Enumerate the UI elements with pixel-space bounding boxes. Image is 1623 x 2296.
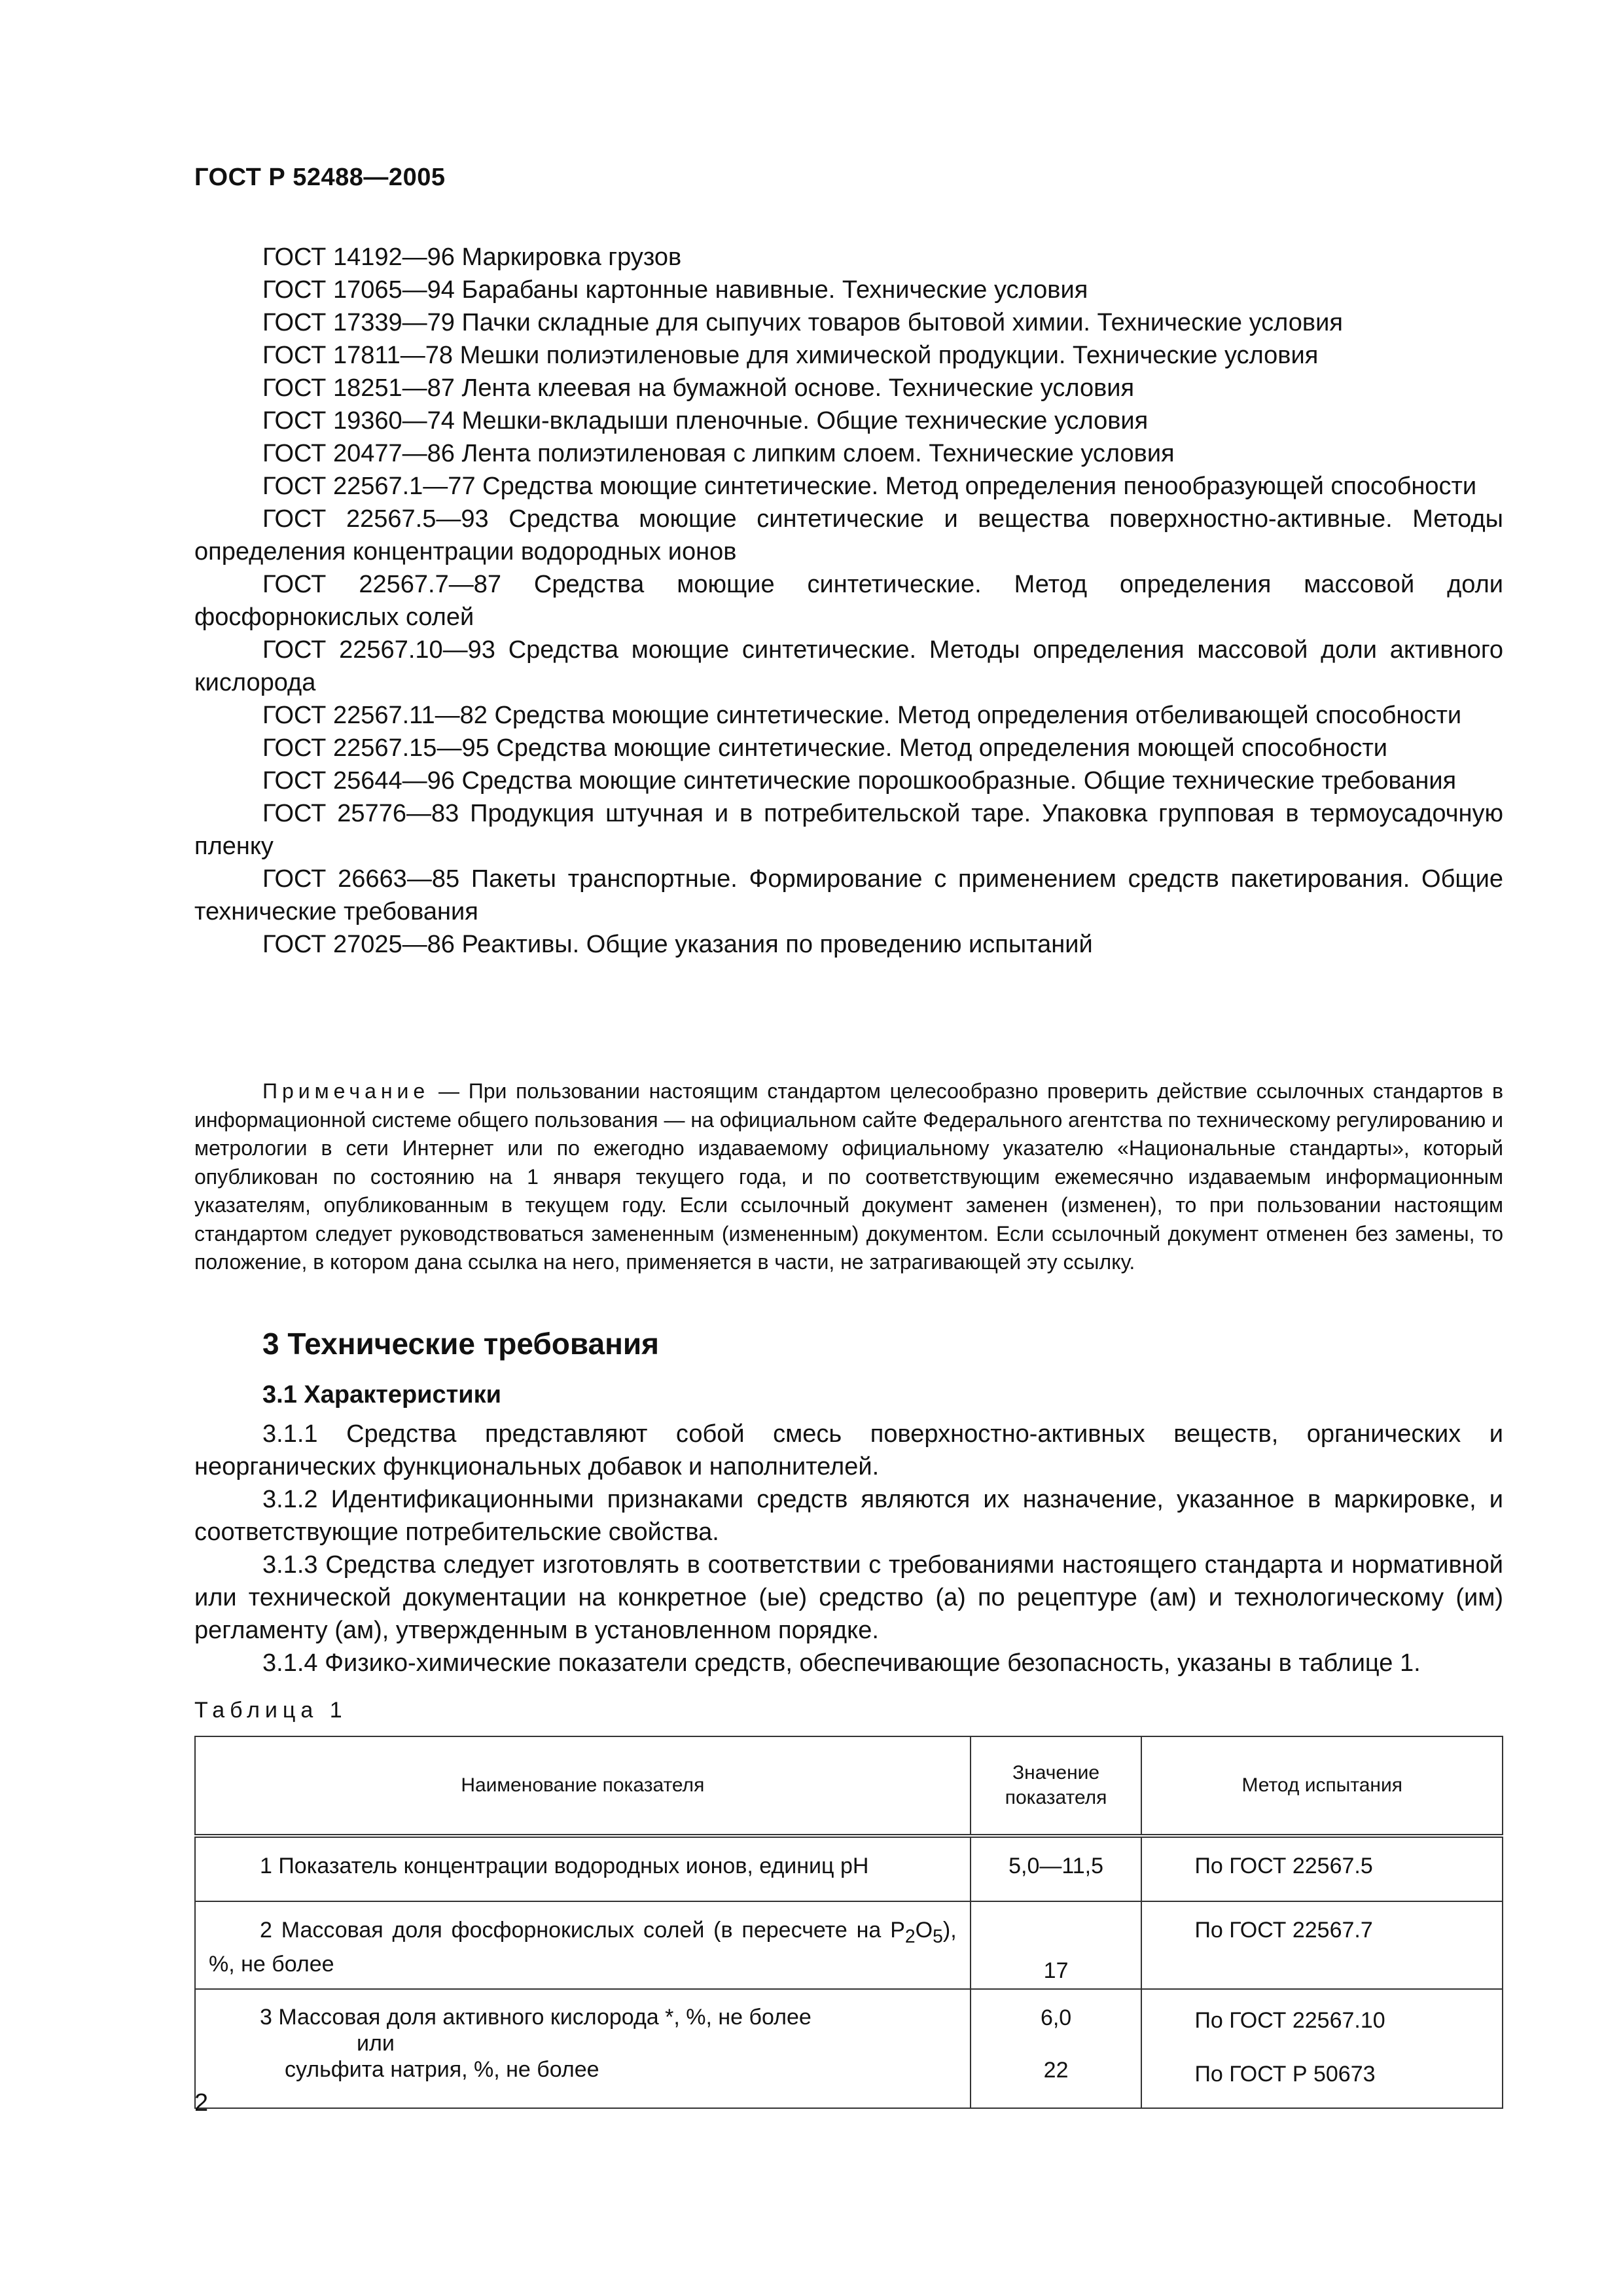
row-name: 1 Показатель концентрации водородных ионов, единиц pH: [195, 1836, 971, 1901]
reference-item: ГОСТ 25644—96 Средства моющие синтетические порошкообразные. Общие технические требования: [262, 767, 1457, 795]
row-method: По ГОСТ 22567.5: [1141, 1836, 1503, 1901]
paragraph-3-1-1: 3.1.1 Средства представляют собой смесь поверхностно-активных веществ, органических и неорганических функциональных добавок и наполнителей.: [194, 1420, 1503, 1480]
paragraph-3-1-3: 3.1.3 Средства следует изготовлять в соответствии с требованиями настоящего стандарта и нормативной или технической документации на конкретное (ые) средство (а) по рецептуре (ам) и технологическому (им) регламенту (ам), утвержденным в установленном порядке.: [194, 1551, 1503, 1644]
reference-item: ГОСТ 22567.7—87 Средства моющие синтетические. Метод определения массовой доли фосфорнокислых солей: [194, 571, 1503, 631]
row-name: 3 Массовая доля активного кислорода *, %, не более или сульфита натрия, %, не более: [195, 1989, 971, 2108]
reference-item: ГОСТ 26663—85 Пакеты транспортные. Формирование с применением средств пакетирования. Общие технические требования: [194, 865, 1504, 925]
reference-item: ГОСТ 27025—86 Реактивы. Общие указания по проведению испытаний: [262, 931, 1093, 958]
paragraph-3-1-2: 3.1.2 Идентификационными признаками средств являются их назначение, указанное в маркировке, и соответствующие потребительские свойства.: [194, 1486, 1503, 1546]
table-header-row: [195, 1736, 1503, 1836]
reference-item: ГОСТ 20477—86 Лента полиэтиленовая с липким слоем. Технические условия: [262, 440, 1175, 467]
row-value: 5,0—11,5: [971, 1836, 1142, 1901]
reference-item: ГОСТ 22567.11—82 Средства моющие синтетические. Метод определения отбеливающей способности: [262, 702, 1462, 729]
reference-item: ГОСТ 22567.15—95 Средства моющие синтетические. Метод определения моющей способности: [262, 734, 1387, 762]
note-text: — При пользовании настоящим стандартом целесообразно проверить действие ссылочных стандартов в информационной системе общего пользования — на официальном сайте Федерального агентства по техническому регулированию и метрологии в сети Интернет или по ежегодно издаваемому официальному указателю «Национальные стандарты», который опубликован по состоянию на 1 января текущего года, и по соответствующим ежемесячно издаваемым информационным указателям, опубликованным в текущем году. Если ссылочный документ заменен (изменен), то при пользовании настоящим стандартом следует руководствоваться замененным (измененным) документом. Если ссылочный документ отменен без замены, то положение, в котором дана ссылка на него, применяется в части, не затрагивающей эту ссылку.: [194, 1079, 1504, 1274]
section-paragraphs: [194, 1418, 1503, 1679]
row-name: 2 Массовая доля фосфорнокислых солей (в пересчете на $P_2O_5$), %, не более: [195, 1901, 971, 1989]
table-row: [195, 1989, 1503, 2108]
table-caption: Таблица 1: [194, 1698, 348, 1723]
header-value: Значение показателя: [971, 1736, 1142, 1836]
normative-references-list: [194, 241, 1503, 961]
note-paragraph: [194, 1077, 1503, 1277]
reference-item: ГОСТ 22567.1—77 Средства моющие синтетические. Метод определения пенообразующей способности: [262, 473, 1477, 500]
table-row: [195, 1901, 1503, 1989]
reference-item: ГОСТ 25776—83 Продукция штучная и в потребительской таре. Упаковка групповая в термоусадочную пленку: [194, 800, 1503, 860]
note-label: Примечание: [262, 1079, 430, 1103]
header-method: Метод испытания: [1141, 1736, 1503, 1836]
row-method: По ГОСТ 22567.10 По ГОСТ Р 50673: [1141, 1989, 1503, 2108]
subsection-title: 3.1 Характеристики: [262, 1381, 502, 1408]
reference-item: ГОСТ 19360—74 Мешки-вкладыши пленочные. Общие технические условия: [262, 407, 1149, 435]
reference-item: ГОСТ 22567.5—93 Средства моющие синтетические и вещества поверхностно-активные. Методы определения концентрации водородных ионов: [194, 505, 1503, 565]
row-method: По ГОСТ 22567.7: [1141, 1901, 1503, 1989]
table-row: [195, 1836, 1503, 1901]
page-number: 2: [194, 2089, 209, 2117]
reference-item: ГОСТ 14192—96 Маркировка грузов: [262, 243, 682, 271]
reference-item: ГОСТ 17339—79 Пачки складные для сыпучих товаров бытовой химии. Технические условия: [262, 309, 1343, 336]
section-title: 3 Технические требования: [262, 1327, 659, 1361]
reference-item: ГОСТ 18251—87 Лента клеевая на бумажной основе. Технические условия: [262, 374, 1135, 402]
indicators-table: [194, 1736, 1503, 2109]
reference-item: ГОСТ 22567.10—93 Средства моющие синтетические. Методы определения массовой доли активного кислорода: [194, 636, 1503, 696]
row-value: 17: [971, 1901, 1142, 1989]
document-header: ГОСТ Р 52488—2005: [194, 164, 446, 191]
paragraph-3-1-4: 3.1.4 Физико-химические показатели средств, обеспечивающие безопасность, указаны в таблице 1.: [262, 1649, 1421, 1677]
row-value: 6,0 22: [971, 1989, 1142, 2108]
reference-item: ГОСТ 17811—78 Мешки полиэтиленовые для химической продукции. Технические условия: [262, 342, 1319, 369]
header-name: Наименование показателя: [195, 1736, 971, 1836]
reference-item: ГОСТ 17065—94 Барабаны картонные навивные. Технические условия: [262, 276, 1088, 304]
